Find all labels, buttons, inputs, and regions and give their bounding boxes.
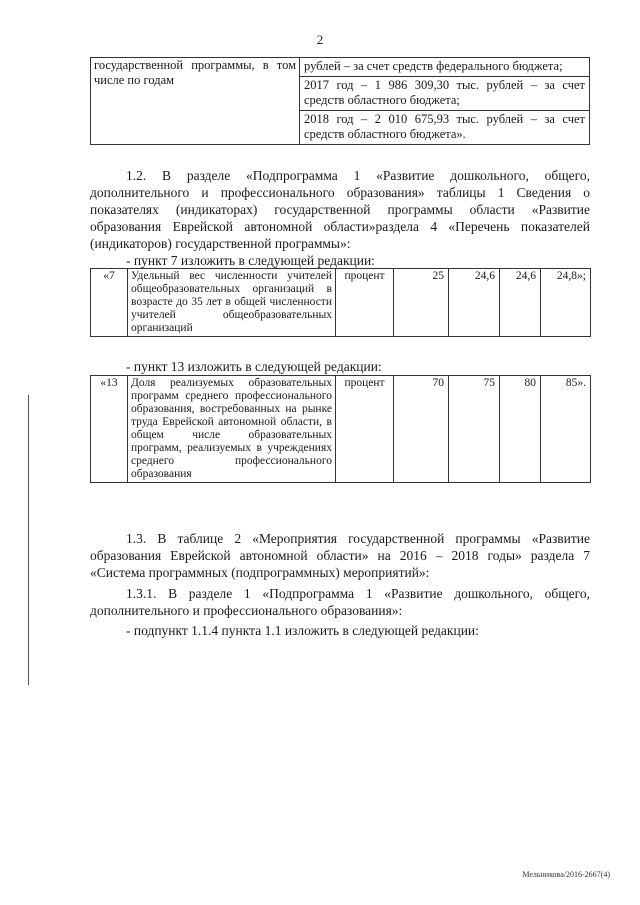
item-13-intro: - пункт 13 изложить в следующей редакции:: [126, 359, 382, 374]
section-1-3-paragraph: 1.3. В таблице 2 «Мероприятия государственной программы «Развитие образования Еврейской автономной области» на 2016 – 2018 годы» раздела 7 «Система программных (подпрограммных) мероприятий»:: [90, 531, 590, 580]
row-13-number: «13: [91, 376, 128, 483]
funding-table: [90, 57, 590, 145]
indicator-table-item-13: [90, 375, 591, 483]
row-7-name: Удельный вес численности учителей общеобразовательных организаций в возрасте до 35 лет в общей численности учителей общеобразовательных организаций: [128, 269, 336, 337]
row-7-value-2018: 24,8»;: [541, 269, 591, 337]
funding-federal: рублей – за счет средств федерального бюджета;: [304, 59, 563, 73]
row-13-value-2018: 85».: [541, 376, 591, 483]
section-1-2-paragraph: 1.2. В разделе «Подпрограмма 1 «Развитие дошкольного, общего, дополнительного и профессионального образования» таблицы 1 Сведения о показателях (индикаторах) государственной программы области «Развитие образования Еврейской автономной области»раздела 4 «Перечень показателей (индикаторов) государственной программы»:: [90, 168, 590, 251]
row-13-name: Доля реализуемых образовательных программ среднего профессионального образования, востребованных на рынке труда Еврейской автономной области, в общем числе образовательных программ, реализуемых в учреждениях среднего профессионального образования: [128, 376, 336, 483]
row-7-number: «7: [91, 269, 128, 337]
funding-label-cell: государственной программы, в том числе по годам: [91, 58, 300, 145]
table-row: [91, 58, 590, 145]
row-13-value-2017: 80: [500, 376, 541, 483]
subitem-1-1-4-intro: - подпункт 1.1.4 пункта 1.1 изложить в следующей редакции:: [126, 623, 479, 638]
left-margin-line: [28, 395, 29, 685]
row-7-unit: процент: [336, 269, 394, 337]
row-13-unit: процент: [336, 376, 394, 483]
footer-document-code: Мельникова/2016-2667(4): [522, 870, 610, 879]
table-row: [91, 376, 591, 483]
row-7-value-2015: 25: [394, 269, 449, 337]
row-13-value-2015: 70: [394, 376, 449, 483]
row-7-value-2016: 24,6: [449, 269, 500, 337]
item-7-intro: - пункт 7 изложить в следующей редакции:: [126, 253, 375, 268]
row-7-value-2017: 24,6: [500, 269, 541, 337]
funding-values-cell: [300, 58, 590, 145]
row-13-value-2016: 75: [449, 376, 500, 483]
funding-2018: 2018 год – 2 010 675,93 тыс. рублей – за счет средств областного бюджета».: [300, 110, 589, 144]
table-row: [91, 269, 591, 337]
section-1-3-1-paragraph: 1.3.1. В разделе 1 «Подпрограмма 1 «Развитие дошкольного, общего, дополнительного и профессионального образования»:: [90, 586, 590, 618]
page-number: 2: [316, 32, 324, 47]
indicator-table-item-7: [90, 268, 591, 337]
funding-2017: 2017 год – 1 986 309,30 тыс. рублей – за счет средств областного бюджета;: [300, 76, 589, 110]
